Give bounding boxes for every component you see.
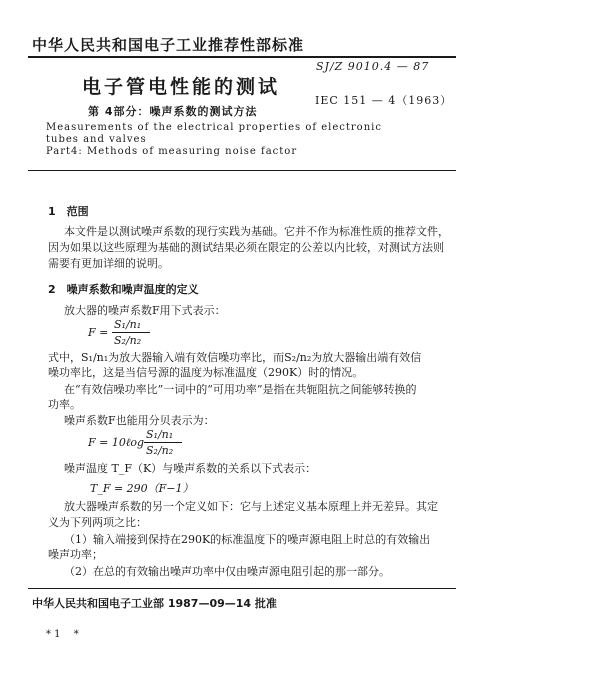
title-rule [28, 170, 456, 171]
equation-1-numerator: S₁/n₁ [114, 318, 142, 331]
section-2-available-power-line-1: 在“有效信噪功率比”一词中的“可用功率”是指在共轭阻抗之间能够转换的 [64, 383, 417, 396]
footer-rule [28, 588, 456, 589]
equation-2-denominator: S₂/n₂ [146, 444, 174, 457]
standard-org-header: 中华人民共和国电子工业推荐性部标准 [32, 36, 305, 54]
equation-2 [88, 428, 248, 458]
section-1-paragraph-line-1: 本文件是以测试噪声系数的现行实践为基础。它并不作为标准性质的推荐文件， [64, 225, 449, 238]
section-2-decibel-intro: 噪声系数F也能用分贝表示为： [64, 414, 215, 427]
equation-1-lhs: F = [88, 326, 109, 339]
equation-2-fraction-bar [144, 442, 182, 443]
equation-1-denominator: S₂/n₂ [114, 334, 142, 347]
section-1-heading: 1 范围 [48, 205, 89, 218]
english-title-line-2: tubes and valves [46, 134, 147, 145]
section-1-paragraph-line-2: 因为如果以这些原理为基础的测试结果必须在限定的公差以内比较，对测试方法则 [48, 241, 444, 254]
equation-2-numerator: S₁/n₁ [146, 428, 174, 441]
document-title: 电子管电性能的测试 [82, 76, 281, 98]
section-2-heading: 2 噪声系数和噪声温度的定义 [48, 283, 199, 296]
equation-1 [88, 318, 208, 348]
equation-3: T_F = 290（F−1） [90, 482, 194, 495]
iec-reference: IEC 151 — 4（1963） [315, 94, 453, 107]
english-title-line-1: Measurements of the electrical properties of electronic [46, 122, 382, 133]
section-2-where-line-2: 噪功率比，这是当信号源的温度为标准温度（290K）时的情况。 [48, 366, 364, 379]
section-2-noise-temperature-intro: 噪声温度 T_F（K）与噪声系数的关系以下式表示： [64, 462, 317, 475]
definition-item-1-line-2: 噪声功率； [48, 548, 103, 561]
section-2-alt-definition-line-2: 义为下列两项之比： [48, 516, 147, 529]
definition-item-1-line-1: （1）输入端接到保持在290K的标准温度下的噪声源电阻上时总的有效输出 [64, 533, 431, 546]
page-number: * 1 * [46, 629, 79, 640]
section-2-available-power-line-2: 功率。 [48, 398, 81, 411]
section-2-where-line-1: 式中，S₁/n₁为放大器输入端有效信噪功率比，而S₂/n₂为放大器输出端有效信 [48, 351, 422, 364]
part-subtitle: 第 4部分：噪声系数的测试方法 [88, 105, 258, 118]
section-2-intro: 放大器的噪声系数F用下式表示： [64, 304, 226, 317]
equation-2-lhs: F = 10ℓog [88, 436, 145, 449]
english-title-line-3: Part4: Methods of measuring noise factor [46, 146, 298, 157]
section-1-paragraph-line-3: 需要有更加详细的说明。 [48, 257, 169, 270]
section-2-alt-definition-line-1: 放大器噪声系数的另一个定义如下：它与上述定义基本原理上并无差异。其定 [64, 500, 438, 513]
equation-1-fraction-bar [112, 332, 150, 333]
approval-line: 中华人民共和国电子工业部 1987—09—14 批准 [32, 597, 277, 610]
definition-item-2: （2）在总的有效输出噪声功率中仅由噪声源电阻引起的那一部分。 [64, 565, 390, 578]
header-rule [28, 56, 456, 58]
standard-code: SJ/Z 9010.4 — 87 [316, 60, 430, 73]
